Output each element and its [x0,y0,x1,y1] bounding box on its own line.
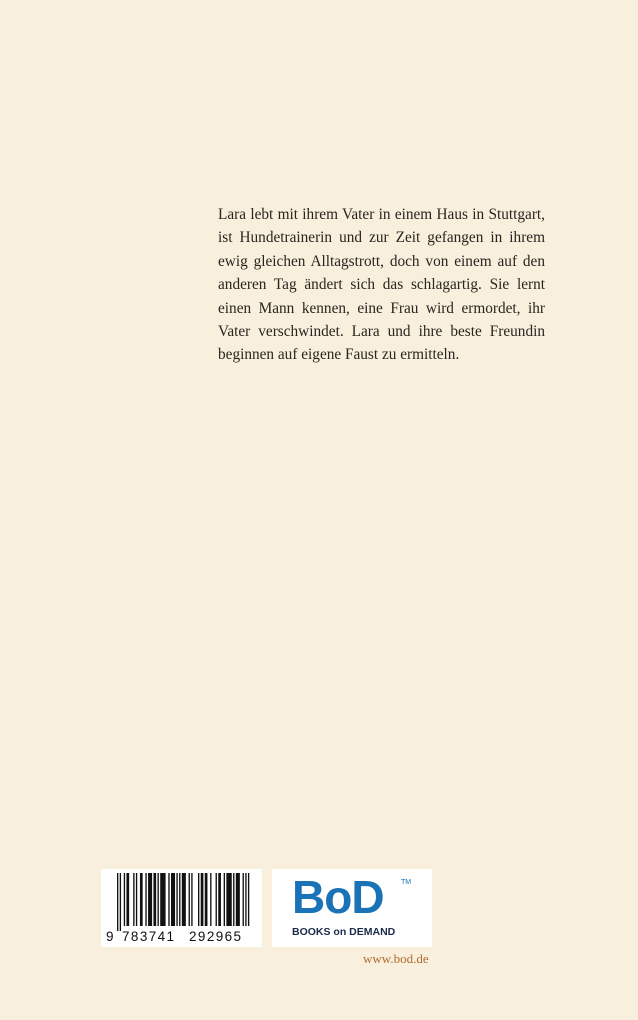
barcode-bar [245,873,246,926]
barcode-bar [145,873,146,926]
barcode-bar [182,873,186,926]
barcode-bar [153,873,156,926]
barcode-bar [191,873,192,926]
isbn-barcode [101,869,262,947]
barcode-bar [158,873,159,926]
barcode-bar [226,873,231,926]
barcode-bar [248,873,249,926]
publisher-url[interactable]: www.bod.de [363,951,429,966]
barcode-bar [198,873,199,926]
barcode-right-group: 292965 [189,929,243,944]
barcode-bar [124,873,125,926]
barcode-bar [233,873,234,926]
barcode-bar [117,873,118,931]
barcode-bar [171,873,175,926]
barcode-first-digit: 9 [106,929,114,944]
barcode-bar [236,873,240,926]
barcode-bar [148,873,152,926]
barcode-bar [218,873,221,926]
publisher-tagline: BOOKS on DEMAND [292,926,396,938]
barcode-bar [201,873,204,926]
barcode-bar [136,873,137,926]
barcode-bar [133,873,134,926]
barcode-bar [140,873,143,926]
barcode-bar [189,873,190,926]
barcode-bar [120,873,121,931]
trademark-mark: TM [401,879,412,886]
barcode-digits [101,929,262,945]
barcode-bar [176,873,177,926]
bod-logo: BoD [292,871,384,923]
publisher-logo-box [272,869,432,947]
barcode-bar [160,873,165,926]
barcode-bars [101,869,262,931]
barcode-bar [168,873,169,926]
barcode-bar [205,873,208,926]
back-cover-blurb: Lara lebt mit ihrem Vater in einem Haus in Stuttgart, ist Hundetrainerin und zur Zeit gefangen in ihrem ewig gleichen Alltagstrott, doch von einem auf den anderen Tag ändert sich das schlagartig. Sie lernt einen Mann kennen, eine Frau wird ermordet, ihr Vater verschwindet. Lara und ihre beste Freundin beginnen auf eigene Faust zu ermitteln. [218,206,545,364]
barcode-bar [210,873,211,926]
barcode-bar [126,873,129,926]
barcode-bar [216,873,217,926]
barcode-bar [224,873,225,926]
barcode-left-group: 783741 [122,929,176,944]
barcode-bar [179,873,180,926]
barcode-bar [243,873,244,926]
